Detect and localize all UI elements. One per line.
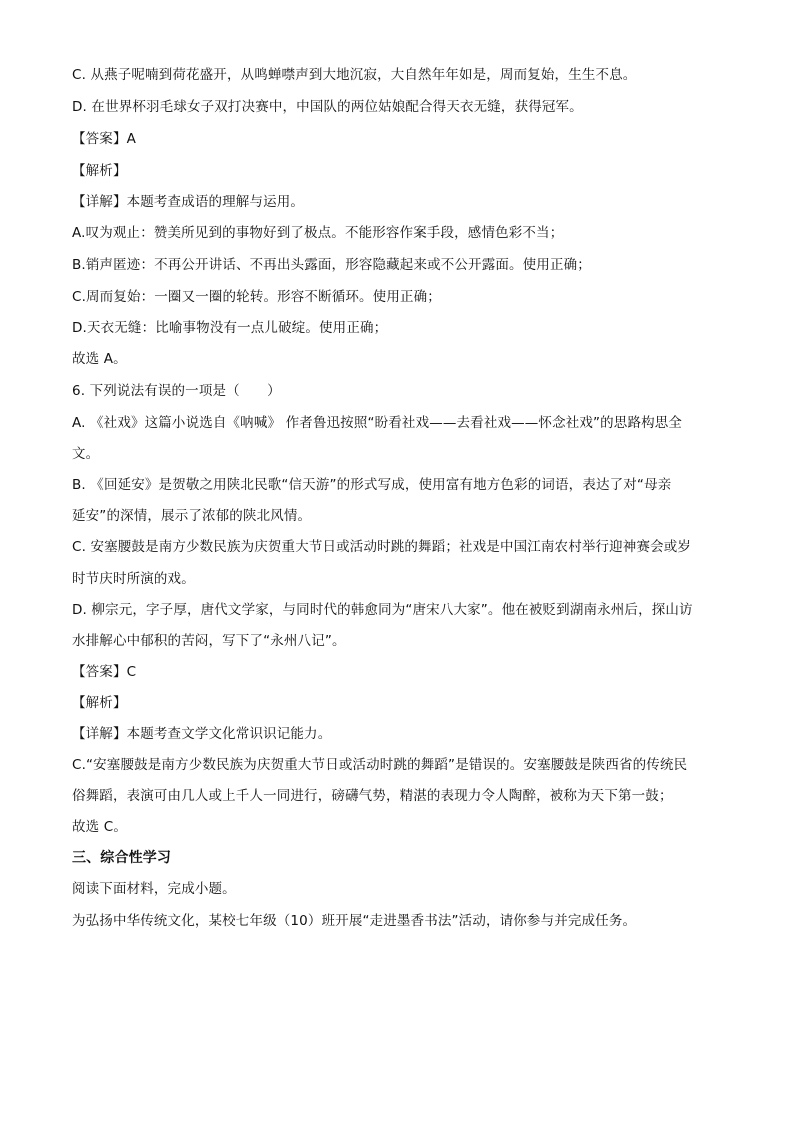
q5-analysis: 【解析】 <box>72 163 127 179</box>
q6-answer: 【答案】C <box>72 664 137 680</box>
q5-detail: 【详解】本题考查成语的理解与运用。 <box>72 194 305 210</box>
q6-option-c-line2: 时节庆时所演的戏。 <box>72 571 195 587</box>
q6-conclusion: 故选 C。 <box>72 819 127 835</box>
q6-option-a-line1: A. 《社戏》这篇小说选自《呐喊》 作者鲁迅按照“盼看社戏——去看社戏——怀念社戏”的思路构思全 <box>72 415 683 431</box>
q6-option-d-line2: 水排解心中郁积的苦闷，写下了“永州八记”。 <box>72 633 346 649</box>
q6-analysis: 【解析】 <box>72 695 127 711</box>
q6-detail: 【详解】本题考查文学文化常识识记能力。 <box>72 726 332 742</box>
q5-detail-a: A.叹为观止：赞美所见到的事物好到了极点。不能形容作案手段，感情色彩不当； <box>72 225 564 241</box>
section-3-task: 为弘扬中华传统文化，某校七年级（10）班开展“走进墨香书法”活动，请你参与并完成任务。 <box>72 913 637 929</box>
q5-option-c: C. 从燕子呢喃到荷花盛开，从鸣蝉噤声到大地沉寂，大自然年年如是，周而复始，生生不息。 <box>72 67 637 83</box>
q5-detail-b: B.销声匿迹：不再公开讲话、不再出头露面，形容隐藏起来或不公开露面。使用正确； <box>72 257 591 273</box>
q6-option-c-line1: C. 安塞腰鼓是南方少数民族为庆贺重大节日或活动时跳的舞蹈；社戏是中国江南农村举行迎神赛会或岁 <box>72 539 692 555</box>
section-3-intro: 阅读下面材料，完成小题。 <box>72 881 236 897</box>
q6-option-b-line2: 延安”的深情，展示了浓郁的陕北风情。 <box>72 508 312 524</box>
q6-detail-c-line1: C.“安塞腰鼓是南方少数民族为庆贺重大节日或活动时跳的舞蹈”是错误的。安塞腰鼓是陕西省的传统民 <box>72 757 688 773</box>
section-3-heading: 三、综合性学习 <box>72 850 172 866</box>
q6-stem: 6. 下列说法有误的一项是（ ） <box>72 383 281 399</box>
q6-option-a-line2: 文。 <box>72 446 100 462</box>
q5-detail-c: C.周而复始：一圈又一圈的轮转。形容不断循环。使用正确； <box>72 289 441 305</box>
q5-conclusion: 故选 A。 <box>72 351 127 367</box>
q5-option-d: D. 在世界杯羽毛球女子双打决赛中，中国队的两位姑娘配合得天衣无缝，获得冠军。 <box>72 99 583 115</box>
q6-option-d-line1: D. 柳宗元，字子厚，唐代文学家，与同时代的韩愈同为“唐宋八大家”。他在被贬到湖南永州后，探山访 <box>72 602 693 618</box>
q5-answer: 【答案】A <box>72 131 136 147</box>
q6-option-b-line1: B. 《回延安》是贺敬之用陕北民歌“信天游”的形式写成，使用富有地方色彩的词语，表达了对“母亲 <box>72 477 672 493</box>
q6-detail-c-line2: 俗舞蹈，表演可由几人或上千人一同进行，磅礴气势，精湛的表现力令人陶醉，被称为天下第一鼓； <box>72 788 673 804</box>
q5-detail-d: D.天衣无缝：比喻事物没有一点儿破绽。使用正确； <box>72 320 388 336</box>
